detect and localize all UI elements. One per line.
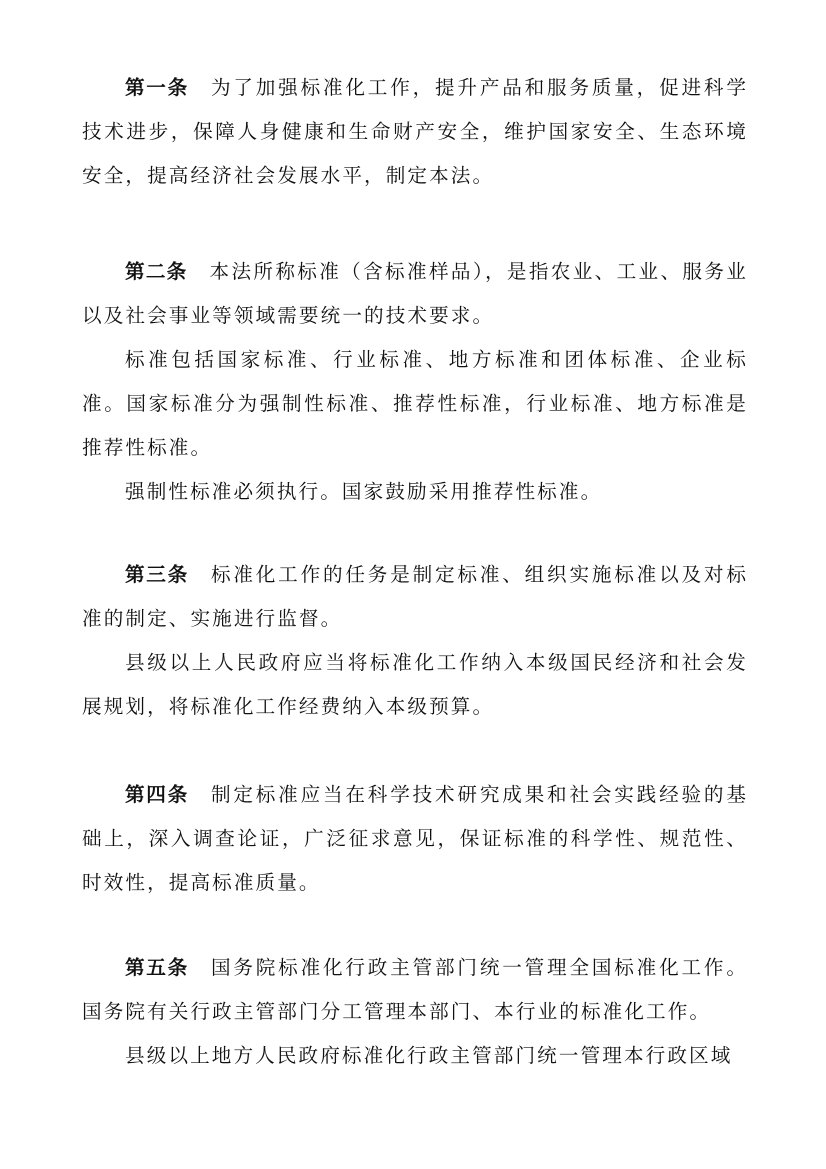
article-paragraph: 县级以上人民政府应当将标准化工作纳入本级国民经济和社会发展规划，将标准化工作经费纳入本级预算。: [82, 651, 748, 718]
article-number: 第五条: [125, 956, 189, 979]
article-paragraph: 县级以上地方人民政府标准化行政主管部门统一管理本行政区域: [125, 1044, 733, 1067]
article-paragraph: 强制性标准必须执行。国家鼓励采用推荐性标准。: [125, 480, 603, 503]
article-paragraph: [82, 946, 748, 1034]
article-paragraph: 标准包括国家标准、行业标准、地方标准和团体标准、企业标准。国家标准分为强制性标准、推荐性标准，行业标准、地方标准是推荐性标准。: [82, 348, 748, 459]
article-1: [82, 66, 748, 198]
article-number: 第一条: [125, 76, 189, 99]
article-number: 第二条: [125, 260, 188, 283]
article-5: [82, 946, 748, 1078]
article-text: 制定标准应当在科学技术研究成果和社会实践经验的基础上，深入调查论证，广泛征求意见，保证标准的科学性、规范性、时效性，提高标准质量。: [82, 783, 749, 894]
article-text: 标准化工作的任务是制定标准、组织实施标准以及对标准的制定、实施进行监督。: [82, 563, 749, 630]
article-4: [82, 773, 748, 905]
article-paragraph: [82, 66, 748, 198]
article-2: [82, 250, 748, 514]
article-text: 本法所称标准（含标准样品），是指农业、工业、服务业以及社会事业等领域需要统一的技术要求。: [82, 260, 749, 327]
article-paragraph: [82, 250, 748, 338]
article-number: 第四条: [125, 783, 189, 806]
article-number: 第三条: [125, 563, 189, 586]
article-paragraph: [82, 553, 748, 641]
article-text: 为了加强标准化工作，提升产品和服务质量，促进科学技术进步，保障人身健康和生命财产安全，维护国家安全、生态环境安全，提高经济社会发展水平，制定本法。: [82, 76, 749, 187]
article-paragraph: [82, 773, 748, 905]
article-3: [82, 553, 748, 729]
article-text: 国务院标准化行政主管部门统一管理全国标准化工作。国务院有关行政主管部门分工管理本部门、本行业的标准化工作。: [82, 956, 749, 1023]
